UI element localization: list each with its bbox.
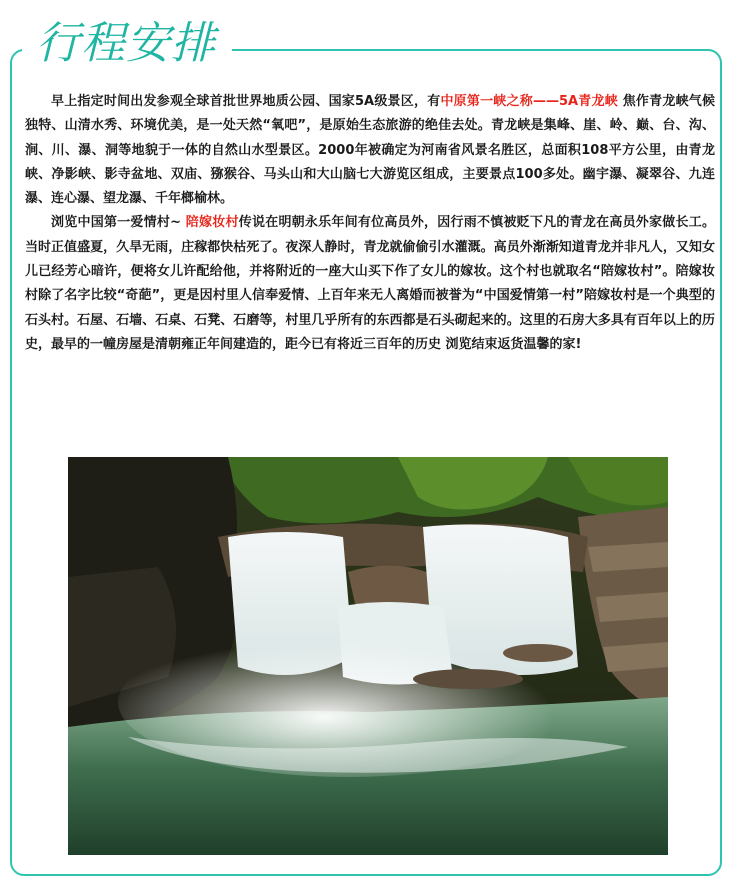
highlight-peijiazhuang-village: 陪嫁妆村 (185, 215, 239, 231)
paragraph-qinglong-lead: 早上指定时间出发参观全球首批世界地质公园、国家5A级景区，有 (51, 94, 441, 109)
waterfall-photo (68, 457, 668, 855)
paragraph-qinglong (25, 90, 715, 211)
itinerary-text (25, 90, 715, 357)
section-title: 行程安排 (36, 18, 216, 69)
paragraph-peijiazhuang-lead: 浏览中国第一爱情村~ (51, 215, 186, 231)
paragraph-qinglong-body: 焦作青龙峡气候独特、山清水秀、环境优美，是一处天然“氧吧”，是原始生态旅游的绝佳去处。青龙峡是集峰、崖、岭、巅、台、沟、涧、川、瀑、洞等地貌于一体的自然山水型景区。2000年被确定为河南省风景名胜区，总面积108平方公里，由青龙峡、净影峡、影寺盆地、双庙、猕猴谷、马头山和大山脑七大游览区组成，主要景点100多处。幽宇瀑、凝翠谷、九连瀑、连心瀑、望龙瀑、千年榔榆林。 (25, 94, 716, 207)
paragraph-peijiazhuang-body: 传说在明朝永乐年间有位高员外，因行雨不慎被贬下凡的青龙在高员外家做长工。当时正值盛夏，久旱无雨，庄稼都快枯死了。夜深人静时，青龙就偷偷引水灌溉。高员外渐渐知道青龙并非凡人，又知女儿已经芳心暗许，便将女儿许配给他，并将附近的一座大山买下作了女儿的嫁妆。这个村也就取名“陪嫁妆村”。陪嫁妆村除了名字比较“奇葩”，更是因村里人信奉爱情、上百年来无人离婚而被誉为“中国爱情第一村”陪嫁妆村是一个典型的石头村。石屋、石墙、石桌、石凳、石磨等，村里几乎所有的东西都是石头砌起来的。这里的石房大多具有百年以上的历史，最早的一幢房屋是清朝雍正年间建造的，距今已有将近三百年的历史 浏览结束返货温馨的家! (25, 215, 715, 352)
highlight-qinglong-gorge: 中原第一峡之称——5A青龙峡 (440, 94, 618, 109)
paragraph-peijiazhuang (25, 211, 715, 357)
